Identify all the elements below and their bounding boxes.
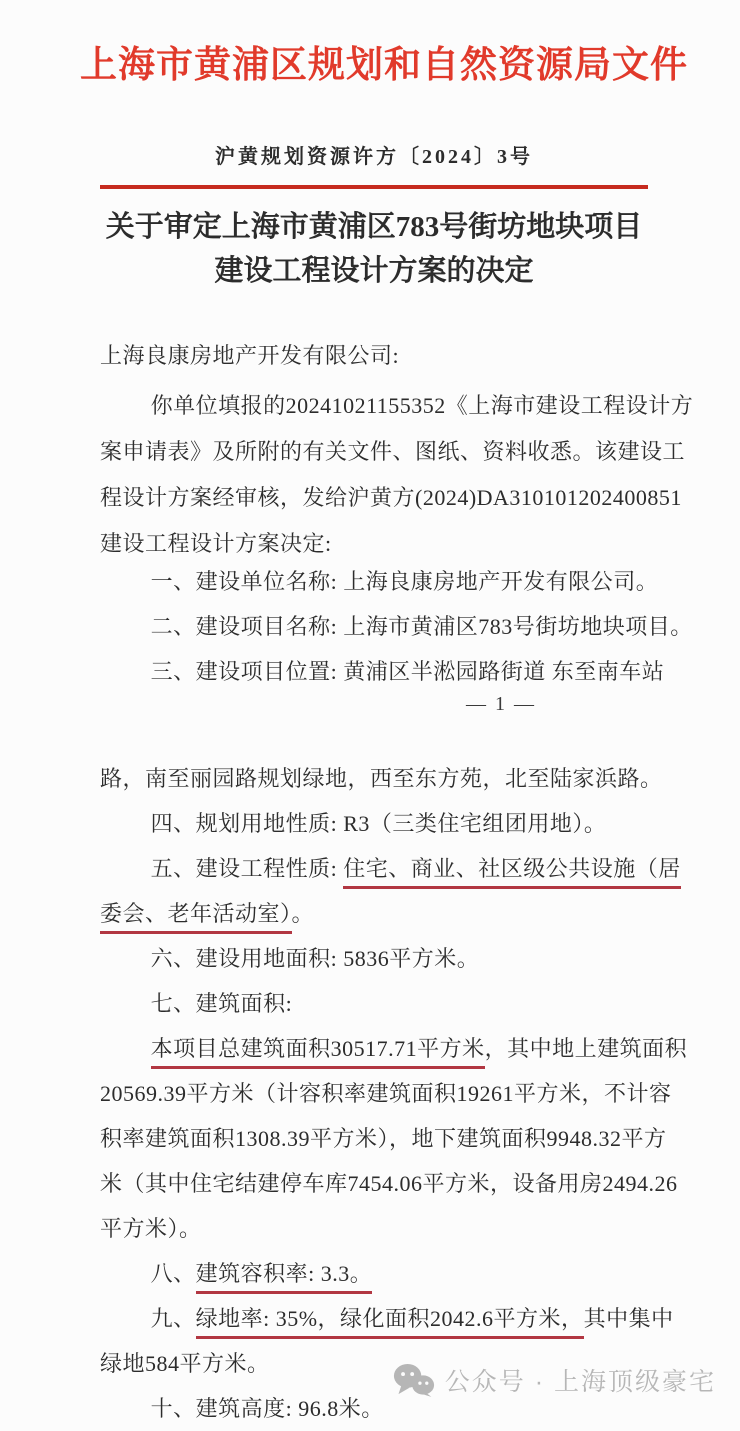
floor-area-line4: 米（其中住宅结建停车库7454.06平方米，设备用房2494.26 (100, 1171, 678, 1196)
wechat-icon (393, 1363, 435, 1397)
item-9-green-rate (100, 1296, 674, 1341)
item-8-plot-ratio (100, 1251, 648, 1296)
decision-items (100, 559, 693, 694)
intro-line: 程设计方案经审核，发给沪黄方(2024)DA310101202400851 (100, 485, 682, 510)
floor-area-line5: 平方米）。 (100, 1216, 202, 1241)
floor-area-line3: 积率建筑面积1308.39平方米），地下建筑面积9948.32平方 (100, 1126, 667, 1151)
item-9-underlined-value: 绿地率: 35%，绿化面积2042.6平方米， (196, 1306, 584, 1339)
item-5-continuation-tail: 。 (291, 901, 315, 926)
item-1-unit-name: 一、建设单位名称: 上海良康房地产开发有限公司。 (150, 569, 659, 594)
item-7-floor-area-heading: 七、建筑面积: (150, 991, 293, 1016)
item-6-site-area: 六、建设用地面积: 5836平方米。 (150, 946, 480, 971)
item-8-underlined-value: 建筑容积率: 3.3。 (196, 1261, 373, 1294)
document-number: 沪黄规划资源许方〔2024〕3号 (215, 146, 533, 168)
item-10-building-height: 十、建筑高度: 96.8米。 (150, 1396, 384, 1421)
watermark-text: 公众号 · 上海顶级豪宅 (444, 1368, 716, 1396)
item-8-prefix: 八、 (150, 1261, 196, 1286)
wechat-watermark (393, 1362, 716, 1398)
document-org-title: 上海市黄浦区规划和自然资源局文件 (80, 45, 688, 86)
item-9-prefix: 九、 (150, 1306, 196, 1331)
item-4-land-use: 四、规划用地性质: R3（三类住宅组团用地）。 (150, 811, 607, 836)
item-5-continuation-underlined: 委会、老年活动室） (100, 901, 292, 934)
red-separator-rule (100, 185, 648, 189)
intro-line: 你单位填报的20241021155352《上海市建设工程设计方 (150, 393, 694, 418)
page-number: — 1 — (466, 693, 536, 715)
total-floor-area-underlined: 本项目总建筑面积30517.71平方米 (151, 1036, 485, 1069)
item-9-rest: 其中集中 (583, 1306, 674, 1331)
item-5-label: 五、建设工程性质: (150, 856, 344, 881)
item-5-underlined-value: 住宅、商业、社区级公共设施（居 (343, 856, 681, 889)
floor-area-line1-rest: ，其中地上建筑面积 (484, 1036, 688, 1061)
item-5-project-nature (100, 846, 681, 891)
document-title-line1: 关于审定上海市黄浦区783号街坊地块项目 (105, 211, 643, 243)
item-2-project-name: 二、建设项目名称: 上海市黄浦区783号街坊地块项目。 (150, 614, 693, 639)
page-two-content (100, 756, 688, 1431)
document-title (100, 205, 648, 293)
floor-area-line1 (100, 1026, 688, 1071)
item-3-continuation: 路，南至丽园路规划绿地，西至东方苑，北至陆家浜路。 (100, 766, 663, 791)
intro-line: 案申请表》及所附的有关文件、图纸、资料收悉。该建设工 (100, 439, 686, 464)
floor-area-line2: 20569.39平方米（计容积率建筑面积19261平方米，不计容 (100, 1081, 672, 1106)
intro-line: 建设工程设计方案决定: (100, 531, 332, 556)
item-3-project-location: 三、建设项目位置: 黄浦区半淞园路街道 东至南车站 (150, 659, 665, 684)
intro-paragraph (100, 383, 694, 567)
item-5-continuation (100, 891, 648, 936)
item-9-continuation: 绿地584平方米。 (100, 1351, 270, 1376)
salutation: 上海良康房地产开发有限公司: (100, 343, 400, 368)
document-title-line2: 建设工程设计方案的决定 (214, 255, 534, 287)
